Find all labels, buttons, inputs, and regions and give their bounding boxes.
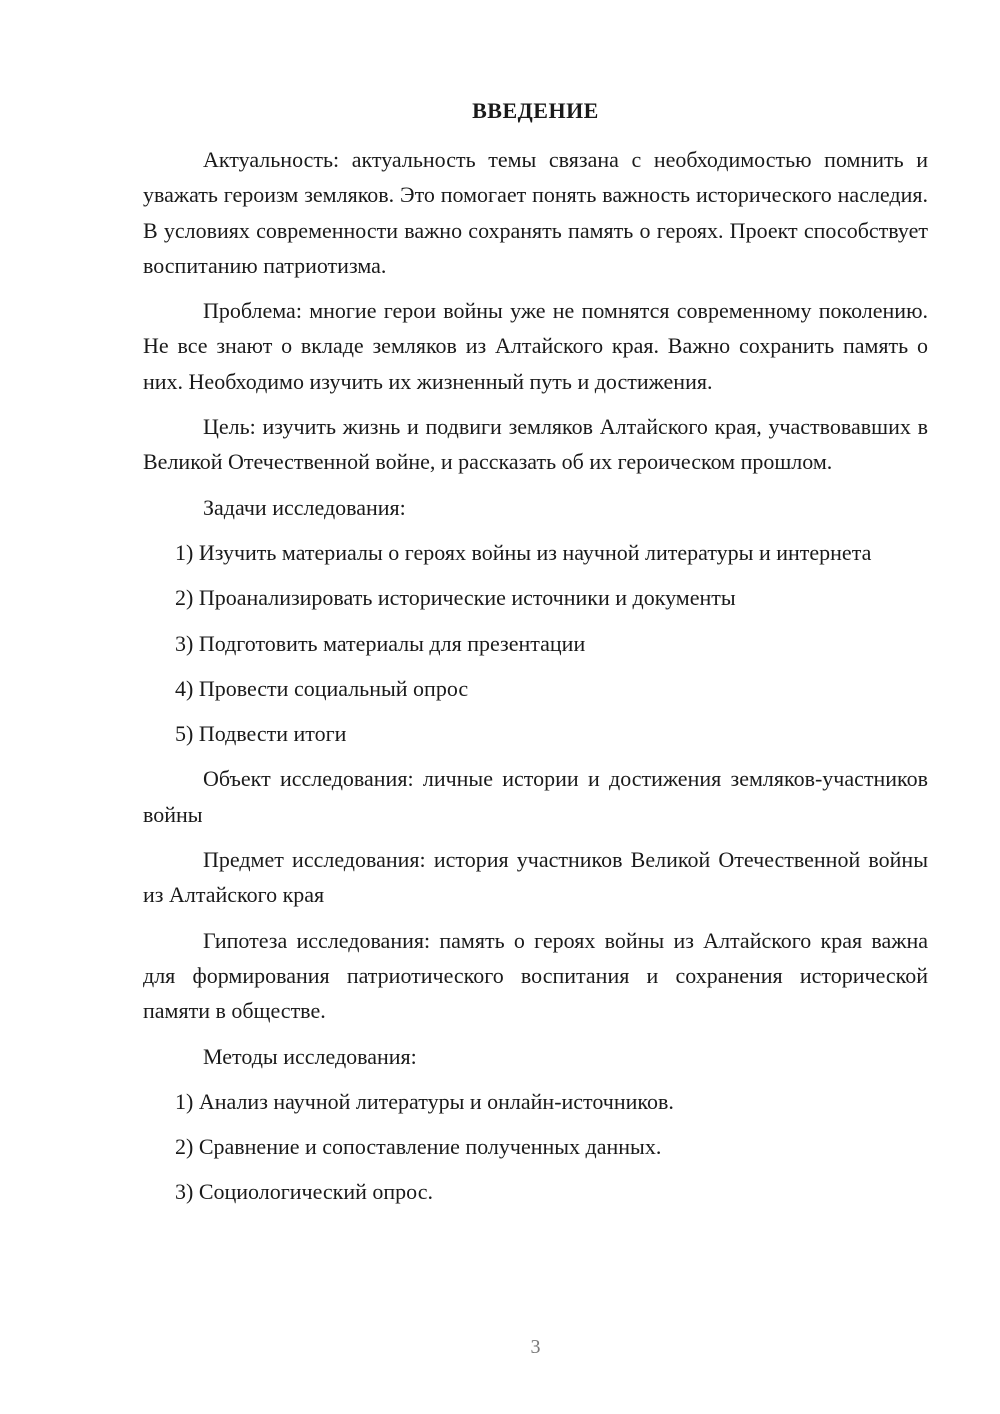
page-title: ВВЕДЕНИЕ <box>472 98 599 123</box>
task-item-5: 5) Подвести итоги <box>175 721 347 747</box>
method-item-1: 1) Анализ научной литературы и онлайн-источников. <box>175 1088 674 1114</box>
subject-paragraph: Предмет исследования: история участников Великой Отечественной войны из Алтайского края <box>143 847 928 908</box>
method-item-2: 2) Сравнение и сопоставление полученных данных. <box>175 1134 662 1160</box>
task-item-1: 1) Изучить материалы о героях войны из научной литературы и интернета <box>175 539 872 565</box>
object-paragraph: Объект исследования: личные истории и достижения земляков-участников войны <box>143 766 928 827</box>
task-item-4: 4) Провести социальный опрос <box>175 675 469 701</box>
tasks-heading: Задачи исследования: <box>203 494 406 520</box>
method-item-3: 3) Социологический опрос. <box>175 1179 433 1205</box>
problem-paragraph: Проблема: многие герои войны уже не помнятся современному поколению. Не все знают о вкладе земляков из Алтайского края. Важно сохранить память о них. Необходимо изучить их жизненный путь и достижения. <box>143 298 928 394</box>
document-body <box>143 142 928 1220</box>
hypothesis-paragraph: Гипотеза исследования: память о героях войны из Алтайского края важна для формирования патриотического воспитания и сохранения исторической памяти в обществе. <box>143 927 928 1024</box>
task-item-2: 2) Проанализировать исторические источники и документы <box>175 585 736 611</box>
task-item-3: 3) Подготовить материалы для презентации <box>175 630 586 656</box>
methods-heading: Методы исследования: <box>203 1043 417 1069</box>
document-page <box>143 0 928 1414</box>
relevance-paragraph: Актуальность: актуальность темы связана с необходимостью помнить и уважать героизм земляков. Это помогает понять важность исторического наследия. В условиях современности важно сохранять память о героях. Проект способствует воспитанию патриотизма. <box>143 147 928 278</box>
goal-paragraph: Цель: изучить жизнь и подвиги земляков Алтайского края, участвовавших в Великой Отечественной войне, и рассказать об их героическом прошлом. <box>143 414 928 475</box>
page-number: 3 <box>530 1336 541 1358</box>
